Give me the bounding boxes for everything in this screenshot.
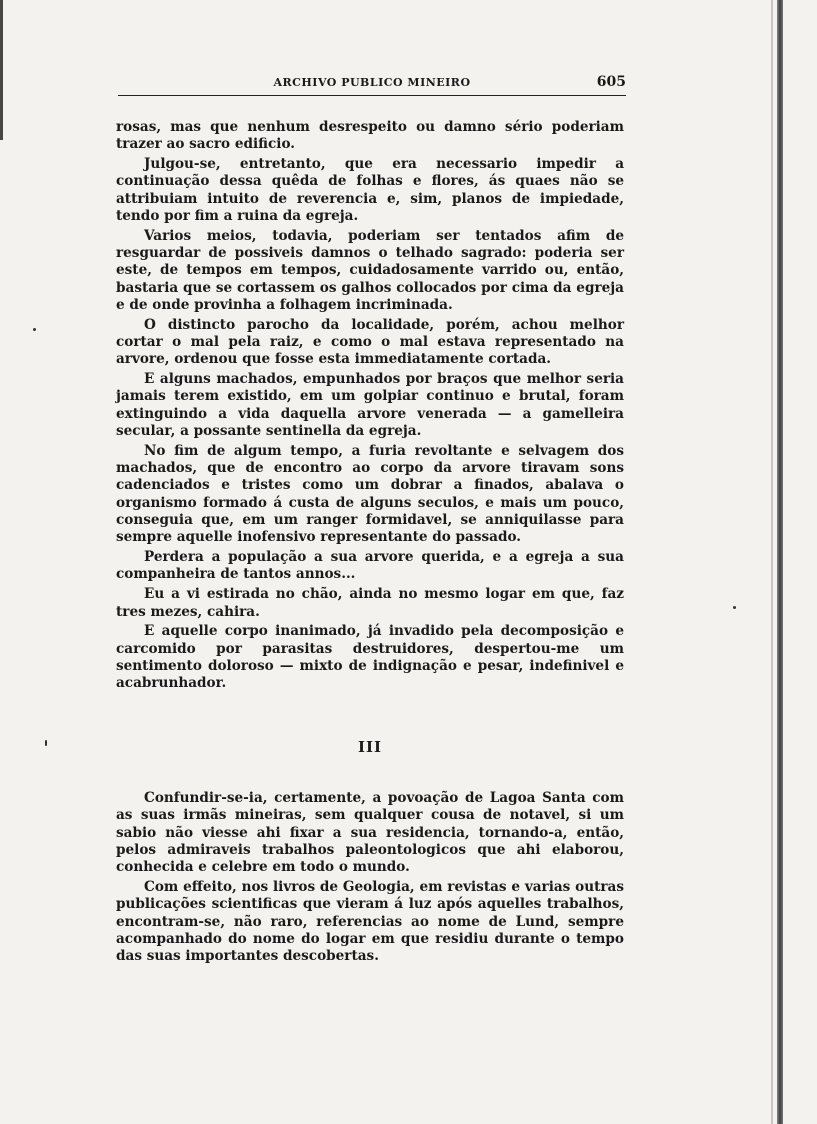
- page-header: [118, 74, 626, 96]
- paragraph: Perdera a população a sua arvore querida, e a egreja a sua companheira de tantos annos...: [116, 549, 624, 583]
- header-rule: [118, 95, 626, 96]
- scan-speck: [33, 328, 36, 331]
- scan-speck: [733, 606, 736, 609]
- section-body-text: [116, 790, 624, 968]
- scan-edge-left: [0, 0, 3, 140]
- paragraph: E alguns machados, empunhados por braços que melhor seria jamais terem existido, em um golpiar continuo e brutal, foram extinguindo a vida daquella arvore venerada — a gamelleira secular, a possante sentinella da egreja.: [116, 371, 624, 440]
- scan-edge-right: [777, 0, 783, 1124]
- scan-edge-shadow: [771, 0, 773, 1124]
- body-text: [116, 119, 624, 695]
- paragraph: O distincto parocho da localidade, porém, achou melhor cortar o mal pela raiz, e como o mal estava representado na arvore, ordenou que fosse esta immediatamente cortada.: [116, 316, 624, 368]
- paragraph: E aquelle corpo inanimado, já invadido pela decomposição e carcomido por parasitas destruidores, despertou-me um sentimento doloroso — mixto de indignação e pesar, indefinivel e acabrunhador.: [116, 623, 624, 692]
- paragraph: Confundir-se-ia, certamente, a povoação de Lagoa Santa com as suas irmãs mineiras, sem qualquer cousa de notavel, si um sabio não viesse ahi fixar a sua residencia, tornando-a, então, pelos admiraveis trabalhos paleontologicos que ahi elaborou, conhecida e celebre em todo o mundo.: [116, 790, 624, 876]
- paragraph: Com effeito, nos livros de Geologia, em revistas e varias outras publicações scientificas que vieram á luz após aquelles trabalhos, encontram-se, não raro, referencias ao nome de Lund, sempre acompanhado do nome do logar em que residiu durante o tempo das suas importantes descobertas.: [116, 878, 624, 965]
- section-heading: III: [357, 738, 383, 756]
- paragraph: Eu a vi estirada no chão, ainda no mesmo logar em que, faz tres mezes, cahira.: [116, 586, 624, 620]
- paragraph: rosas, mas que nenhum desrespeito ou damno sério poderiam trazer ao sacro edificio.: [116, 119, 624, 153]
- page-number: 605: [596, 74, 626, 90]
- running-title: ARCHIVO PUBLICO MINEIRO: [273, 76, 471, 89]
- paragraph: Varios meios, todavia, poderiam ser tentados afim de resguardar de possiveis damnos o telhado sagrado: poderia ser este, de tempos em tempos, cuidadosamente varrido ou, então, bastaria que se cortassem os galhos collocados por cima da egreja e de onde provinha a folhagem incriminada.: [116, 227, 624, 313]
- paragraph: Julgou-se, entretanto, que era necessario impedir a continuação dessa quêda de folhas e flores, ás quaes não se attribuiam intuito de reverencia e, sim, planos de impiedade, tendo por fim a ruina da egreja.: [116, 156, 624, 224]
- scan-speck: [45, 740, 47, 746]
- paragraph: No fim de algum tempo, a furia revoltante e selvagem dos machados, que de encontro ao corpo da arvore tiravam sons cadenciados e tristes como um dobrar a finados, abalava o organismo formado á custa de alguns seculos, e mais um pouco, conseguia que, em um ranger formidavel, se anniquilasse para sempre aquelle inofensivo representante do passado.: [116, 442, 624, 546]
